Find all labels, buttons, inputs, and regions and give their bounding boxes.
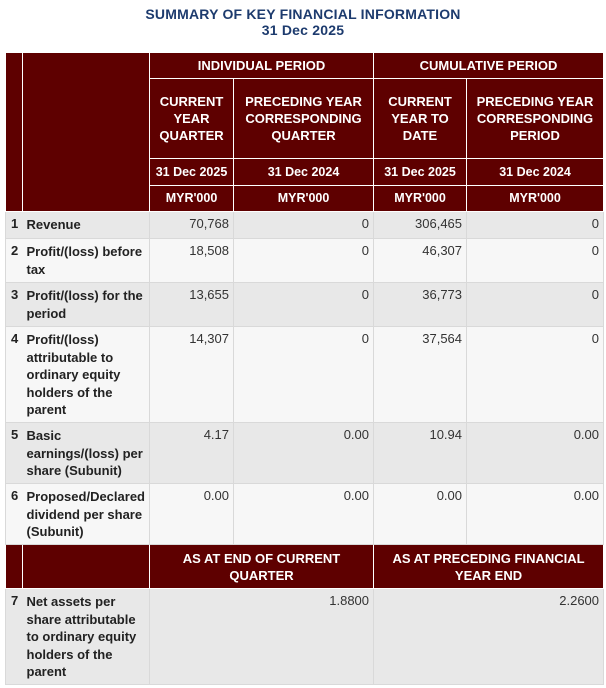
row-label: Profit/(loss) before tax (23, 239, 150, 283)
table-row (6, 212, 604, 239)
row-label: Profit/(loss) attributable to ordinary equity holders of the parent (23, 327, 150, 423)
header-unit: MYR'000 (467, 186, 604, 212)
row-number: 1 (6, 212, 23, 239)
row-label: Revenue (23, 212, 150, 239)
header-as-at-end-of-current-quarter: AS AT END OF CURRENT QUARTER (150, 545, 374, 589)
value-cell: 1.8800 (150, 589, 374, 685)
header-date: 31 Dec 2025 (150, 159, 234, 186)
header-as-at-preceding-financial-year-end: AS AT PRECEDING FINANCIAL YEAR END (374, 545, 604, 589)
value-cell: 2.2600 (374, 589, 604, 685)
table-row (6, 239, 604, 283)
row-label: Proposed/Declared dividend per share (Subunit) (23, 484, 150, 545)
header-blank-index (6, 53, 23, 212)
header-cumulative-period: CUMULATIVE PERIOD (374, 53, 604, 79)
value-cell: 10.94 (374, 423, 467, 484)
header-current-year-to-date: CURRENT YEAR TO DATE (374, 79, 467, 159)
value-cell: 0 (234, 283, 374, 327)
value-cell: 0 (467, 212, 604, 239)
header-blank-label (23, 53, 150, 212)
value-cell: 0 (467, 327, 604, 423)
header-preceding-year-corresponding-period: PRECEDING YEAR CORRESPONDING PERIOD (467, 79, 604, 159)
table-row (6, 484, 604, 545)
value-cell: 0 (234, 327, 374, 423)
row-number: 5 (6, 423, 23, 484)
header-preceding-year-corresponding-quarter: PRECEDING YEAR CORRESPONDING QUARTER (234, 79, 374, 159)
value-cell: 46,307 (374, 239, 467, 283)
table-row (6, 589, 604, 685)
row-label: Net assets per share attributable to ordinary equity holders of the parent (23, 589, 150, 685)
value-cell: 70,768 (150, 212, 234, 239)
header-individual-period: INDIVIDUAL PERIOD (150, 53, 374, 79)
value-cell: 4.17 (150, 423, 234, 484)
header-current-year-quarter: CURRENT YEAR QUARTER (150, 79, 234, 159)
value-cell: 0.00 (374, 484, 467, 545)
value-cell: 13,655 (150, 283, 234, 327)
value-cell: 0.00 (234, 423, 374, 484)
header-date: 31 Dec 2025 (374, 159, 467, 186)
header-unit: MYR'000 (150, 186, 234, 212)
value-cell: 0.00 (150, 484, 234, 545)
value-cell: 36,773 (374, 283, 467, 327)
value-cell: 0.00 (234, 484, 374, 545)
row-number: 2 (6, 239, 23, 283)
table-row (6, 283, 604, 327)
section2-header-blank-index (6, 545, 23, 589)
value-cell: 18,508 (150, 239, 234, 283)
value-cell: 306,465 (374, 212, 467, 239)
table-row (6, 327, 604, 423)
row-label: Basic earnings/(loss) per share (Subunit) (23, 423, 150, 484)
value-cell: 14,307 (150, 327, 234, 423)
header-date: 31 Dec 2024 (467, 159, 604, 186)
value-cell: 0 (234, 212, 374, 239)
table-row (6, 423, 604, 484)
header-date: 31 Dec 2024 (234, 159, 374, 186)
value-cell: 0 (467, 239, 604, 283)
value-cell: 0 (467, 283, 604, 327)
report-title (0, 0, 606, 38)
value-cell: 0.00 (467, 484, 604, 545)
report-title-date: 31 Dec 2025 (261, 22, 345, 38)
section2-header-blank-label (23, 545, 150, 589)
financial-summary-table (5, 52, 604, 685)
row-label: Profit/(loss) for the period (23, 283, 150, 327)
row-number: 3 (6, 283, 23, 327)
row-number: 7 (6, 589, 23, 685)
value-cell: 37,564 (374, 327, 467, 423)
row-number: 4 (6, 327, 23, 423)
row-number: 6 (6, 484, 23, 545)
header-unit: MYR'000 (234, 186, 374, 212)
report-title-line1: SUMMARY OF KEY FINANCIAL INFORMATION (145, 6, 461, 22)
header-unit: MYR'000 (374, 186, 467, 212)
value-cell: 0 (234, 239, 374, 283)
value-cell: 0.00 (467, 423, 604, 484)
